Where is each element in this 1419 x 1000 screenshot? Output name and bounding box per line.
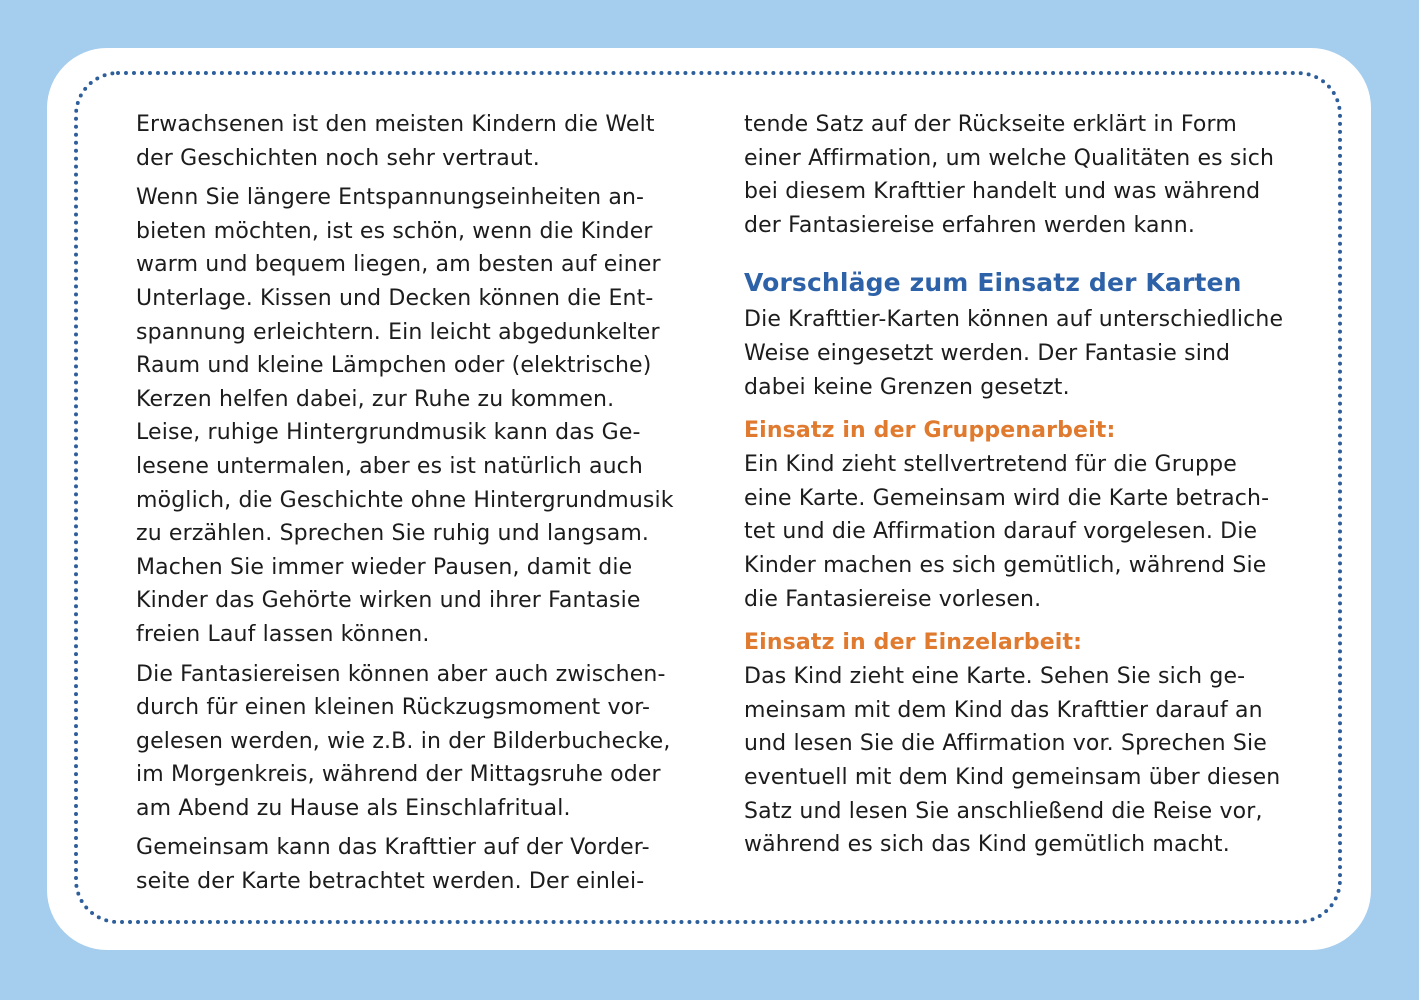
text-line: Weise eingesetzt werden. Der Fantasie sind	[744, 340, 1231, 366]
text-line: Die Fantasiereisen können aber auch zwischen-	[136, 661, 666, 687]
text-line: Kerzen helfen dabei, zur Ruhe zu kommen.	[136, 386, 615, 412]
paragraph	[744, 303, 1314, 404]
text-line: Raum und kleine Lämpchen oder (elektrische)	[136, 353, 652, 379]
text-line: spannung erleichtern. Ein leicht abgedunkelter	[136, 319, 660, 345]
subheading-individual-work: Einsatz in der Einzelarbeit:	[744, 630, 1083, 656]
text-line: lesene untermalen, aber es ist natürlich auch	[136, 453, 644, 479]
text-line: warm und bequem liegen, am besten auf einer	[136, 252, 661, 278]
text-line: am Abend zu Hause als Einschlafritual.	[136, 795, 571, 821]
text-line: Gemeinsam kann das Krafttier auf der Vorder-	[136, 835, 650, 861]
paragraph	[744, 448, 1314, 616]
text-line: Ein Kind zieht stellvertretend für die Gruppe	[744, 452, 1237, 478]
text-line: zu erzählen. Sprechen Sie ruhig und langsam.	[136, 521, 650, 547]
text-line: gelesen werden, wie z.B. in der Bilderbuchecke,	[136, 728, 671, 754]
paragraph	[136, 831, 696, 898]
text-line: im Morgenkreis, während der Mittagsruhe oder	[136, 762, 661, 788]
text-line: Machen Sie immer wieder Pausen, damit die	[136, 554, 633, 580]
text-line: dabei keine Grenzen gesetzt.	[744, 374, 1070, 400]
text-line: meinsam mit dem Kind das Krafttier darauf an	[744, 697, 1263, 723]
text-line: Kinder machen es sich gemütlich, während Sie	[744, 552, 1267, 578]
text-line: bei diesem Krafttier handelt und was während	[744, 179, 1261, 205]
text-line: und lesen Sie die Affirmation vor. Sprechen Sie	[744, 731, 1267, 757]
text-line: der Geschichten noch sehr vertraut.	[136, 145, 540, 171]
text-line: seite der Karte betrachtet werden. Der einlei-	[136, 869, 645, 895]
text-line: freien Lauf lassen können.	[136, 621, 430, 647]
section-heading: Vorschläge zum Einsatz der Karten	[744, 268, 1242, 298]
text-line: Die Krafttier-Karten können auf unterschiedliche	[744, 307, 1284, 333]
text-line: tet und die Affirmation darauf vorgelesen. Die	[744, 519, 1258, 545]
subheading-group-work: Einsatz in der Gruppenarbeit:	[744, 418, 1116, 444]
text-line: Satz und lesen Sie anschließend die Reise vor,	[744, 798, 1263, 824]
text-line: Wenn Sie längere Entspannungseinheiten an-	[136, 185, 645, 211]
paragraph	[744, 660, 1314, 862]
text-line: Kinder das Gehörte wirken und ihrer Fantasie	[136, 588, 641, 614]
paragraph	[136, 108, 696, 175]
text-line: der Fantasiereise erfahren werden kann.	[744, 212, 1195, 238]
text-line: einer Affirmation, um welche Qualitäten es sich	[744, 145, 1275, 171]
text-line: Unterlage. Kissen und Decken können die Ent-	[136, 285, 654, 311]
right-column	[744, 108, 1314, 868]
left-column	[136, 108, 696, 905]
text-line: bieten möchten, ist es schön, wenn die Kinder	[136, 218, 653, 244]
paragraph	[136, 181, 696, 651]
text-line: möglich, die Geschichte ohne Hintergrundmusik	[136, 487, 674, 513]
text-line: Das Kind zieht eine Karte. Sehen Sie sich ge-	[744, 664, 1246, 690]
text-line: tende Satz auf der Rückseite erklärt in Form	[744, 112, 1237, 137]
text-line: eine Karte. Gemeinsam wird die Karte betrach-	[744, 485, 1270, 511]
text-line: durch für einen kleinen Rückzugsmoment vor-	[136, 695, 651, 721]
text-line: Leise, ruhige Hintergrundmusik kann das Ge-	[136, 420, 641, 446]
text-line: eventuell mit dem Kind gemeinsam über diesen	[744, 764, 1281, 790]
text-line: Erwachsenen ist den meisten Kindern die Welt	[136, 112, 655, 137]
paragraph	[744, 108, 1314, 242]
text-line: während es sich das Kind gemütlich macht.	[744, 832, 1230, 858]
text-line: die Fantasiereise vorlesen.	[744, 586, 1042, 612]
paragraph	[136, 658, 696, 826]
